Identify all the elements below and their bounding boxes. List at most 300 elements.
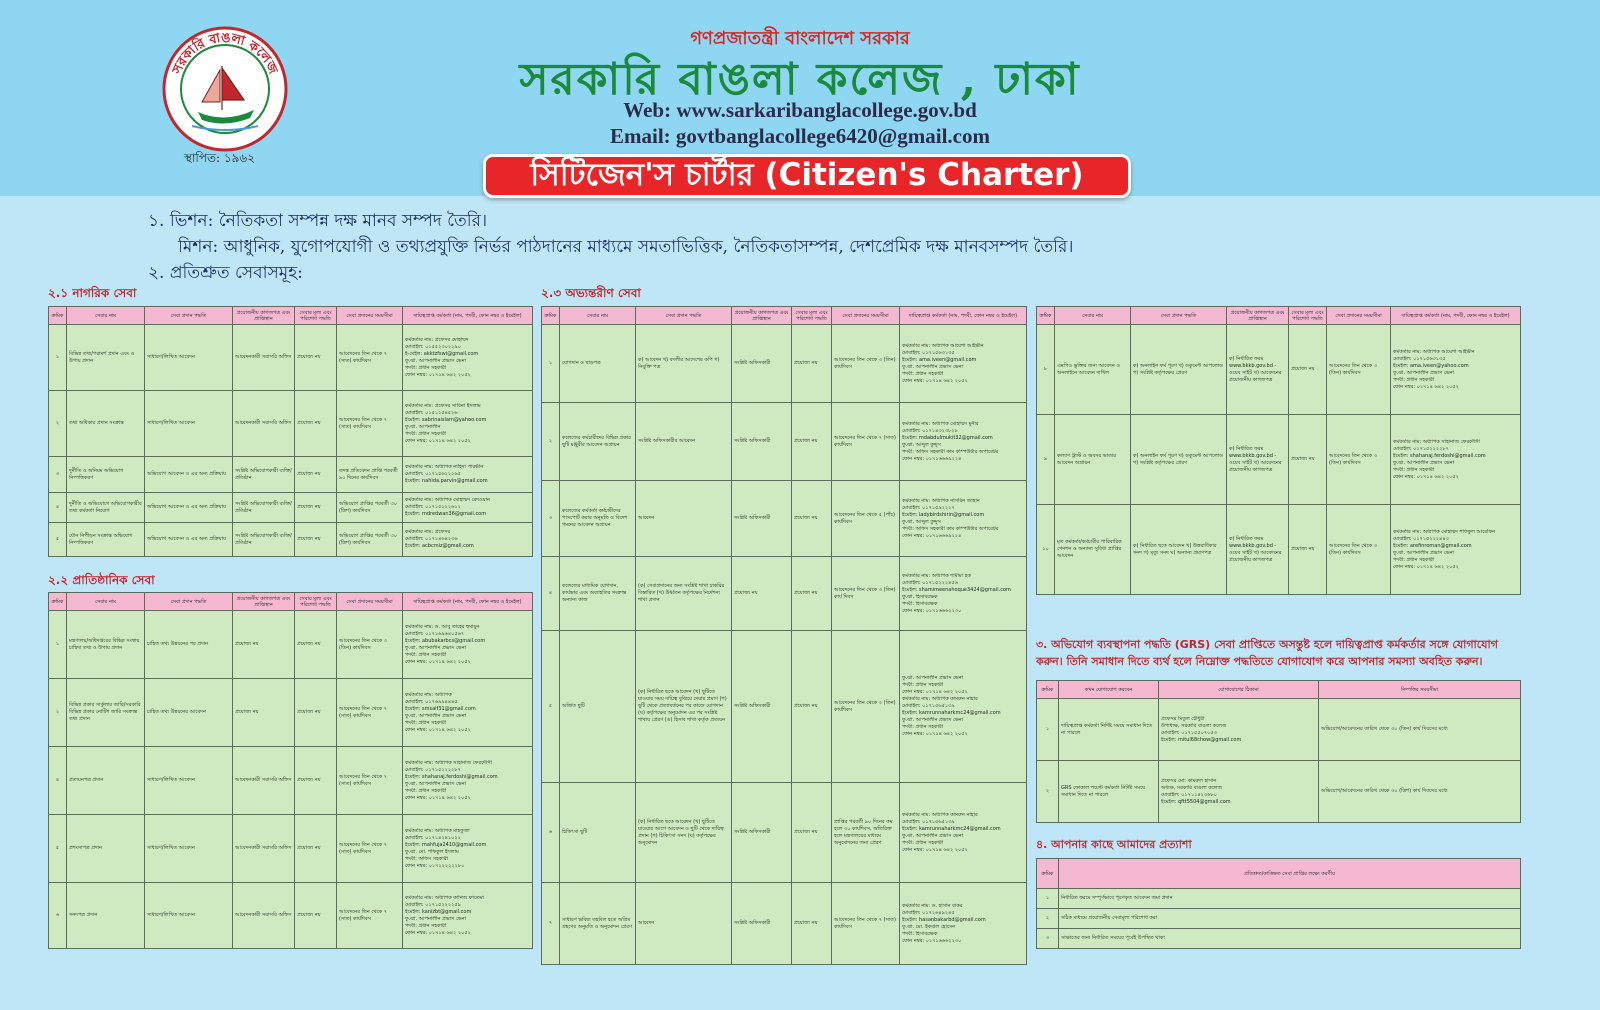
- documents-cell: সংশ্লিষ্ট অভিযোগকারী ব্যক্তি/প্রতিষ্ঠান: [233, 457, 295, 493]
- officer-contact-line: ফোন নম্বর: ০১৭১৪ ৬৪২ ২০৫২: [405, 929, 471, 936]
- officer-contact-line: ফোন নম্বর: ০১৭১৪ ৬৪২ ২০৫২: [902, 377, 968, 384]
- officer-contact-line: কর্মকর্তার নাম: অধ্যাপক মোহাম্মদ শফিকুল আরেফিন: [1393, 528, 1496, 535]
- officer-cell: [403, 325, 533, 391]
- officer-contact-line: ফু.ঝা. মো. ইকবাল হোসেন: [902, 923, 956, 930]
- column-header: সেবা প্রদান পদ্ধতি: [636, 307, 732, 325]
- officer-contact-line: কর্মকর্তার নাম: প্রফেসর: [405, 529, 451, 535]
- officer-contact-line: কর্মকর্তার নাম: ড. আবু তাহের হুমায়ুন: [405, 623, 480, 630]
- grs-row: [1037, 699, 1521, 761]
- internal-services-table-continued: [1036, 306, 1521, 595]
- internal-services-title: ২.৩ অভ্যন্তরীণ সেবা: [541, 286, 641, 300]
- officer-contact-line: ই-মেইল: akktzfswi@gmail.com: [405, 350, 479, 357]
- officer-contact-line: ইমেইল: hasanbakarbd@gmail.com: [902, 916, 986, 923]
- officer-contact-line: ফোন নম্বর: ০১৭১৪ ৬৪২ ২০৫২: [1393, 383, 1459, 390]
- officer-contact-line: পদবী: প্রধান সহকারী: [405, 787, 447, 794]
- officer-contact-line: ইমেইল: ama.iveen@gmail.com: [902, 356, 977, 363]
- officer-contact-line: ফু.ঝা. আপনালীন প্রভাস ভেনা: [902, 363, 964, 370]
- documents-cell: আবেদনকারী সরাসরি অফিস: [233, 391, 295, 457]
- service-name-cell: মন্ত্রণালয়/অধিদপ্তরের বিভিন্ন সংস্থায় চাহিদা তথ্য ও উপায় প্রদান: [67, 611, 145, 679]
- officer-contact-line: কর্মকর্তার নাম: অধ্যাপক কামরুন নাহার: [902, 811, 978, 818]
- mission-text: মিশন: আধুনিক, যুগোপযোগী ও তথ্যপ্রযুক্তি নির্ভর পাঠদানের মাধ্যমে সমতাভিত্তিক, নৈতিকতাসম্পন্ন, দেশপ্রেমিক দক্ষ মানবসম্পদ তৈরি।: [178, 237, 1074, 257]
- serial-cell: ৭: [542, 883, 560, 965]
- table-header-row: [49, 593, 533, 611]
- officer-contact-line: পদবী: প্রধান সহকারী: [1393, 556, 1435, 563]
- grs-address-line: মোবাইল: ০১৭১৫৫০৭০৫৩: [1161, 729, 1217, 736]
- grs-time-cell: অভিযোগ/আবেদনের তারিখ থেকে ৩০ (ত্রিশ) কার্য দিবসের মধ্যে: [1319, 761, 1521, 823]
- service-name-cell: যৌন নিপীড়ন সংক্রান্ত অভিযোগ নিষ্পত্তিকরণ: [67, 523, 145, 557]
- officer-contact-line: ফোন নম্বর: ০১৭১৪ ৬৪২ ২০৫২: [405, 658, 471, 665]
- service-name-cell: সনদপত্র প্রদান: [67, 883, 145, 949]
- officer-contact-line: ফু.ঝা. আপনালীন প্রভাস ভেনা: [405, 780, 467, 787]
- officer-contact-line: পদবী: হিসাবরক্ষক: [902, 600, 938, 607]
- grs-when-cell: GRS ফোকাল পয়েন্ট কর্মকর্তা নির্দিষ্ট সময়ে সমাধান দিতে না পারলে: [1059, 761, 1159, 823]
- officer-contact-line: মোবাইল: ০১৭১৪৬৪২৩৬: [405, 536, 458, 542]
- officer-cell: [900, 631, 1027, 783]
- officer-contact-line: ফু.ঝা. আপনালীন প্রভাস ভেনা: [902, 832, 964, 839]
- column-header: ক্রমিক: [542, 307, 560, 325]
- service-name-cell: বিভিন্ন তথ্য/পরামর্শ প্রদান এবং ও উপায় প্রদান: [67, 325, 145, 391]
- table-row: [49, 325, 533, 391]
- time-limit-cell: আবেদনের তিন থেকে ৭ (সাত) কার্যদিবস: [832, 883, 900, 965]
- time-limit-cell: আবেদনের তিন থেকে ৭ (সাত) কার্যদিবস: [337, 325, 403, 391]
- table-row: [49, 611, 533, 679]
- citizen-services-table: [48, 306, 533, 557]
- documents-cell: প্রযোজ্য নয়: [732, 557, 792, 631]
- column-header: দায়িত্বপ্রাপ্ত কর্মকর্তা (নাম, পদবী, ফোন নম্বর ও ইমেইল): [900, 307, 1027, 325]
- officer-contact-line: ফু.ঝা. আপনালীন প্রভাস ভেনা: [405, 644, 467, 651]
- documents-cell: সংশ্লিষ্ট অফিসকারী: [732, 403, 792, 481]
- officer-contact-line: ইমেইল: kamrunnaharkmc24@gmail.com: [902, 710, 1001, 716]
- officer-contact-line: পদবী: প্রধান সহকারী: [405, 651, 447, 658]
- column-header: সেবার মূল্য এবং পরিশোধ পদ্ধতি: [295, 593, 337, 611]
- column-header: সেবার নাম: [560, 307, 636, 325]
- officer-cell: [403, 493, 533, 523]
- grs-address-line: ইমেইল: qftt5504@gmail.com: [1161, 798, 1231, 805]
- officer-contact-line: ফোন নম্বর: ০১৭১৪ ৬৪২ ২০৫২: [902, 689, 968, 695]
- expectations-heading: ৪. আপনার কাছে আমাদের প্রত্যাশা: [1036, 838, 1192, 851]
- officer-contact-line: মোবাইল: ০১৭১৫২২২৬১২: [405, 504, 461, 510]
- expectations-serial-cell: ৩: [1037, 929, 1059, 949]
- officer-contact-line: মোবাইল: ০১৭১৫২২২৪৪৩: [1393, 535, 1449, 542]
- time-limit-cell: আবেদনের তিন থেকে ৭ (সাত) কার্যদিবস: [337, 391, 403, 457]
- officer-contact-line: মোবাইল: ০১৭১৫২২২২৫৯: [405, 901, 461, 908]
- table-row: [1037, 325, 1521, 415]
- officer-contact-line: ফু.ঝা. হিসাবরক্ষক: [902, 593, 938, 600]
- officer-contact-line: ফোন নম্বর: ০১৭১৬৬৬৯২২৪: [902, 455, 962, 462]
- officer-contact-line: পদবী: প্রধান সহকারী: [405, 922, 447, 929]
- fee-cell: প্রযোজ্য নয়: [295, 325, 337, 391]
- fee-cell: প্রযোজ্য নয়: [792, 883, 832, 965]
- table-row: [49, 747, 533, 815]
- service-name-cell: দুর্নীতি ও অভিযোগে অভিযোগকারীর তথ্য কর্মকর্তা নিয়োগ: [67, 493, 145, 523]
- officer-contact-line: কর্মকর্তার নাম: অধ্যাপক শামীমা হক: [902, 572, 971, 579]
- serial-cell: ৪: [49, 747, 67, 815]
- table-row: [542, 557, 1027, 631]
- officer-cell: [403, 679, 533, 747]
- officer-contact-line: মোবাইল: ০১৭১৫৬৫১৩৯: [902, 703, 955, 709]
- service-method-cell: অভিযোগ আবেদন ও এর অন্য প্রক্রিয়ায়: [145, 457, 233, 493]
- officer-cell: [1391, 325, 1521, 415]
- time-limit-cell: আবেদনের তিন থেকে ৩ (তিন) কার্যদিবস: [1327, 505, 1391, 595]
- grs-heading: ৩. অভিযোগ ব্যবস্থাপনা পদ্ধতি (GRS) সেবা প্রাপ্তিতে অসন্তুষ্ট হলে দায়িত্বপ্রাপ্ত কর্মকর্তার সঙ্গে যোগাযোগ করুন। তিনি সমাধান দিতে ব্যর্থ হলে নিম্নোক্ত পদ্ধতিতে যোগাযোগ করে আপনার সমস্যা অবহিত করুন।: [1036, 638, 1498, 668]
- vision-text: ১. ভিশন: নৈতিকতা সম্পন্ন দক্ষ মানব সম্পদ তৈরি।: [148, 211, 488, 231]
- officer-contact-line: মোবাইল: ০১৭১৫২২২২৮৭: [405, 766, 461, 773]
- officer-contact-line: মোবাইল: ০১৭১৫২২২৪৫৬: [902, 579, 958, 586]
- grs-serial-cell: ২: [1037, 761, 1059, 823]
- officer-contact-line: কর্মকর্তার নাম: ড. হাসান বাকর: [902, 902, 963, 909]
- fee-cell: প্রযোজ্য নয়: [1289, 415, 1327, 505]
- officer-contact-line: ইমেইল: mdredwan36@gmail.com: [405, 511, 487, 517]
- officer-contact-line: ফোন নম্বর: ০১৭১৪ ৬৪২ ২০৫২: [902, 731, 968, 737]
- service-name-cell: তথ্য অধিকার প্রদান সংক্রান্ত: [67, 391, 145, 457]
- officer-cell: [403, 611, 533, 679]
- officer-contact-line: মোবাইল: ০১৭১৫৬৫১৩৯: [902, 818, 955, 825]
- documents-cell: আবেদনকারী সরাসরি অফিস: [233, 325, 295, 391]
- officer-contact-line: ফু.ঝা. আপনালীন: [405, 423, 441, 430]
- expectations-table: [1036, 858, 1521, 949]
- officer-contact-line: ইমেইল: acbcmiz@gmail.com: [405, 543, 474, 549]
- email-link[interactable]: Email: govtbanglacollege6420@gmail.com: [610, 124, 990, 148]
- documents-cell: সংশ্লিষ্ট অফিসকারী: [732, 481, 792, 557]
- service-method-cell: চাহিত তথ্য উন্নয়নের পর প্রদান: [145, 611, 233, 679]
- officer-cell: [1391, 415, 1521, 505]
- officer-contact-line: ইমেইল: ama.iveen@yahoo.com: [1393, 362, 1469, 369]
- documents-cell: সংশ্লিষ্ট অভিযোগকারী ব্যক্তি/প্রতিষ্ঠান: [233, 523, 295, 557]
- time-limit-cell: আবেদনের তিন থেকে ৩ (তিন) কার্যদিবস: [832, 631, 900, 783]
- officer-contact-line: পদবী: হিসাবরক্ষক: [902, 930, 938, 937]
- fee-cell: প্রযোজ্য নয়: [792, 631, 832, 783]
- fee-cell: প্রযোজ্য নয়: [295, 883, 337, 949]
- service-name-cell: কলেজের কর্মকর্তা কর্মচারীদের পাসপোর্ট করার অনুমতি ও বিদেশ গমনের আবেদন অগ্রায়ন: [560, 481, 636, 557]
- officer-contact-line: পদবী: প্রধান সহকারী: [405, 719, 447, 726]
- table-header-row: [542, 307, 1027, 325]
- service-method-cell: (ক) সেবাপ্রদানের জন্য সংশ্লিষ্ট শাখা চাকরির বিস্তারিত (খ) উর্ধ্বতন কর্তৃপক্ষের নির্দেশনা শাখা প্রদান: [636, 557, 732, 631]
- officer-contact-line: ইমেইল: nahida.parvin@gmail.com: [405, 478, 488, 484]
- officer-contact-line: ফু.ঝা. আপনালীন প্রভাস ভেনা: [405, 357, 467, 364]
- service-method-cell: ক) অনলাইন ফর্ম পূরণ খ) ডকুমেন্ট আপলোড গ) সংশ্লিষ্ট কর্তৃপক্ষের প্রেরণ: [1131, 415, 1227, 505]
- officer-contact-line: ইমেইল: shamimeenahoque3424@gmail.com: [902, 586, 1011, 593]
- column-header: প্রয়োজনীয় কাগজপত্র এবং প্রাপ্তিস্থান: [233, 307, 295, 325]
- fee-cell: প্রযোজ্য নয়: [295, 493, 337, 523]
- grs-column-header: কখন যোগাযোগ করবেন: [1059, 681, 1159, 699]
- officer-contact-line: কর্মকর্তার নাম: অধ্যাপক নাহিদা পারভীন: [405, 464, 484, 470]
- documents-cell: ক) নির্ধারিত ফরম www.bkkb.gov.bd - ওয়েব সাইট খ) আবেদনের প্রয়োজনীয় কাগজপত্র: [1227, 505, 1289, 595]
- government-title: গণপ্রজাতন্ত্রী বাংলাদেশ সরকার: [690, 28, 910, 49]
- time-limit-cell: আবেদনের তিন থেকে ৭ (সাত) কার্যদিবস: [337, 679, 403, 747]
- time-limit-cell: আবেদনের তিন থেকে ৩ (তিন) কার্যদিবস: [832, 325, 900, 403]
- grs-header-row: [1037, 681, 1521, 699]
- officer-contact-line: ইমেইল: mdabdulmukit32@gmail.com: [902, 434, 993, 441]
- time-limit-cell: আবেদনের তিন থেকে ৩ (তিন) কার্যদিবস: [337, 611, 403, 679]
- officer-contact-line: ফোন নম্বর: ০১৭১৪ ৬৪২ ২০৫২: [405, 794, 471, 801]
- services-heading: ২. প্রতিশ্রুত সেবাসমূহ:: [148, 263, 303, 283]
- expectations-header-row: [1037, 859, 1521, 889]
- officer-contact-line: ফোন নম্বর: ০১৭১৪ ৬৪২ ২০৫২: [1393, 563, 1459, 570]
- fee-cell: প্রযোজ্য নয়: [792, 325, 832, 403]
- serial-cell: ১: [542, 325, 560, 403]
- officer-contact-line: মোবাইল: ০১৭৬৯৯৪৪৪৫: [405, 698, 458, 705]
- officer-contact-line: পদবী: অফিস সহকারী কাম কম্পিউটার অপারেটর: [902, 525, 999, 532]
- column-header: ক্রমিক: [49, 593, 67, 611]
- column-header: সেবার মূল্য এবং পরিশোধ পদ্ধতি: [1289, 307, 1327, 325]
- officer-contact-line: ফু.ঝা. মো. শফিকুল ইসলাম: [405, 848, 459, 855]
- officer-contact-line: ফু.ঝা. আব্দুল কুদ্দুস: [902, 441, 941, 448]
- grs-address-line: মোবাইল: ০১৭১১৪২৩৬৮০: [1161, 791, 1217, 798]
- service-name-cell: এমপিও ভুক্তির জন্য আবেদন ও অনলাইনে আবেদন দাখিল: [1055, 325, 1131, 415]
- documents-cell: আবেদনকারী সরাসরি অফিস: [233, 747, 295, 815]
- officer-cell: [403, 815, 533, 883]
- serial-cell: ২: [49, 679, 67, 747]
- table-row: [49, 523, 533, 557]
- grs-column-header: যোগাযোগের ঠিকানা: [1159, 681, 1319, 699]
- service-method-cell: সাধারণ/লিখিত আবেদন: [145, 325, 233, 391]
- officer-contact-line: ইমেইল: arefinroman@gmail.com: [1393, 542, 1472, 549]
- table-row: [542, 631, 1027, 783]
- documents-cell: ক) নির্ধারিত ফরম www.bkkb.gov.bd - ওয়েব সাইট খ) আবেদনের প্রয়োজনীয় কাগজপত্র: [1227, 325, 1289, 415]
- officer-contact-line: কর্মকর্তার নাম: অধ্যাপক মোহাম্মদ রেদওয়ান: [405, 497, 491, 503]
- service-name-cell: বিভিন্ন প্রকার সার্কুলার জারি/সরকারি বিভিন্ন প্রকার নোটিশ জারি সংক্রান্ত তথ্য প্রদান: [67, 679, 145, 747]
- website-link[interactable]: Web: www.sarkaribanglacollege.gov.bd: [623, 98, 977, 122]
- officer-cell: [1391, 505, 1521, 595]
- serial-cell: ৫: [542, 631, 560, 783]
- officer-contact-line: ফোন নম্বর: ০১৭১৪ ৬৪২ ২০৫২: [405, 726, 471, 733]
- serial-cell: ৩: [542, 481, 560, 557]
- expectations-column-header: ক্রমিক: [1037, 859, 1059, 889]
- officer-cell: [900, 883, 1027, 965]
- expectations-text-cell: নির্ধারিত ফরমে সম্পূর্ণভাবে পূরণকৃত আবেদন জমা প্রদান: [1059, 889, 1521, 909]
- officer-contact-line: ইমেইল: shahanaj.ferdoshi@gmail.com: [405, 773, 498, 780]
- fee-cell: প্রযোজ্য নয়: [792, 783, 832, 883]
- time-limit-cell: আবেদনের তিন থেকে ৩ (তিন) কার্য দিবস: [832, 557, 900, 631]
- officer-contact-line: ফোন নম্বর: ০১৭১৪ ৬৪২ ২০৫২: [1393, 473, 1459, 480]
- college-name: সরকারি বাঙলা কলেজ , ঢাকা: [519, 54, 1081, 105]
- serial-cell: ১: [49, 325, 67, 391]
- officer-contact-line: পদবী: প্রধান সহকারী: [902, 724, 944, 730]
- fee-cell: প্রযোজ্য নয়: [295, 523, 337, 557]
- fee-cell: প্রযোজ্য নয়: [1289, 325, 1327, 415]
- officer-contact-line: পদবী: অফিস সহকারী: [405, 855, 448, 862]
- column-header: ক্রমিক: [1037, 307, 1055, 325]
- expectations-serial-cell: ২: [1037, 909, 1059, 929]
- grs-address-line: প্রফেসর মো: কামরুল হাসান: [1161, 777, 1217, 784]
- officer-contact-line: ফোন নম্বর: ০১৭১৬৬৬২২৩০: [902, 607, 962, 614]
- officer-contact-line: মোবাইল: ০১৫৫২৩০২২৯০: [405, 343, 461, 350]
- column-header: সেবা প্রদানের সময়সীমা: [337, 307, 403, 325]
- expectations-row: [1037, 889, 1521, 909]
- serial-cell: ৮: [1037, 325, 1055, 415]
- service-method-cell: চাহিত তথ্য উন্নয়নের আবেদন: [145, 679, 233, 747]
- officer-contact-line: মোবাইল: ০১৭১৪২৪১০২২: [405, 834, 461, 841]
- serial-cell: ৬: [49, 883, 67, 949]
- expectations-text-cell: সাক্ষাতের জন্য নির্ধারিত সময়ের পূর্বেই উপস্থিত থাকা: [1059, 929, 1521, 949]
- officer-contact-line: ফু.ঝা. আপনালীন প্রভাস ভেনা: [405, 915, 467, 922]
- column-header: দায়িত্বপ্রাপ্ত কর্মকর্তা (নাম, পদবী, ফোন নম্বর ও ইমেইল): [403, 307, 533, 325]
- service-method-cell: অভিযোগ আবেদন ও এর অন্য প্রক্রিয়ায়: [145, 523, 233, 557]
- officer-contact-line: ইমেইল: shahanaj.ferdoshi@gmail.com: [1393, 452, 1486, 459]
- documents-cell: প্রযোজ্য নয়: [233, 611, 295, 679]
- officer-contact-line: ফোন নম্বর: ০১৭১৪ ৬৪২ ২০৫২: [405, 371, 471, 378]
- expectations-column-header: প্রতিশ্রুত/কাঙ্ক্ষিত সেবা প্রাপ্তির লক্ষ্যে করণীয়: [1059, 859, 1521, 889]
- service-method-cell: সাধারণ/লিখিত আবেদন: [145, 883, 233, 949]
- service-method-cell: সংশ্লিষ্ট অফিসকারীর আবেদন: [636, 403, 732, 481]
- serial-cell: ৪: [49, 493, 67, 523]
- officer-contact-line: ইমেইল: abubakarbcs@gmail.com: [405, 637, 486, 644]
- service-name-cell: প্রশংসাপত্র প্রদান: [67, 815, 145, 883]
- service-method-cell: ক) নির্ধারিত ছকে আবেদন খ) উত্তরাধিকার সনদ গ) মৃত্যু সনদ ঘ) অন্যান্য প্রমাণপত্র: [1131, 505, 1227, 595]
- service-method-cell: ক) অনলাইন ফর্ম পূরণ খ) ডকুমেন্ট আপলোড গ) সংশ্লিষ্ট কর্তৃপক্ষের প্রেরণ: [1131, 325, 1227, 415]
- documents-cell: সংশ্লিষ্ট অভিযোগকারী ব্যক্তি/প্রতিষ্ঠান: [233, 493, 295, 523]
- grs-row: [1037, 761, 1521, 823]
- expectations-serial-cell: ১: [1037, 889, 1059, 909]
- officer-cell: [403, 391, 533, 457]
- officer-contact-line: মোবাইল: ০১৭১৬৯৬৪০৫৬৭: [405, 630, 465, 637]
- column-header: প্রয়োজনীয় কাগজপত্র এবং প্রাপ্তিস্থান: [1227, 307, 1289, 325]
- officer-contact-line: কর্মকর্তার নাম: অধ্যাপক নাসরিন জাহান: [902, 497, 980, 504]
- officer-contact-line: ইমেইল: sabrinaislam@yahoo.com: [405, 416, 487, 423]
- fee-cell: প্রযোজ্য নয়: [295, 747, 337, 815]
- table-row: [1037, 505, 1521, 595]
- serial-cell: ১: [49, 611, 67, 679]
- time-limit-cell: তদন্ত প্রতিবেদন প্রাপ্তি পরবর্তী ৯০ দিনের কার্যদিবস: [337, 457, 403, 493]
- column-header: সেবার নাম: [1055, 307, 1131, 325]
- grs-address-line: অধ্যক্ষ, সরকারি বাঙলা কলেজ: [1161, 784, 1222, 791]
- table-row: [542, 783, 1027, 883]
- service-method-cell: (ক) নির্ধারিত ছকে আবেদন (খ) ছুটিতে যাওয়ার সময় দায়িত্ব বুঝিয়ে দেয়ার প্রমাণ (গ) ছুটি থেকে প্রত্যাবর্তনের পর কাজে যোগদান (ঘ) কর্তৃপক্ষের অনুমোদন এর পর সংশ্লিষ্ট শাখায় প্রেরণ (ঙ) হিসাব শাখা কর্তৃক প্রত্যয়ন: [636, 631, 732, 783]
- time-limit-cell: আবেদনের তিন থেকে ৭ (সাত) কার্যদিবস: [337, 815, 403, 883]
- time-limit-cell: আবেদনের তিন থেকে ৭ (সাত) কার্যদিবস: [337, 883, 403, 949]
- column-header: প্রয়োজনীয় কাগজপত্র এবং প্রাপ্তিস্থান: [732, 307, 792, 325]
- officer-contact-line: মোবাইল: ০১৫১২৫৪৫২৬: [405, 409, 458, 416]
- grs-table: [1036, 680, 1521, 823]
- table-row: [542, 325, 1027, 403]
- internal-services-table: [541, 306, 1027, 965]
- column-header: সেবার মূল্য এবং পরিশোধ পদ্ধতি: [295, 307, 337, 325]
- officer-cell: [403, 457, 533, 493]
- column-header: সেবার নাম: [67, 307, 145, 325]
- documents-cell: প্রযোজ্য নয়: [233, 679, 295, 747]
- column-header: সেবা প্রদান পদ্ধতি: [1131, 307, 1227, 325]
- officer-cell: [403, 523, 533, 557]
- documents-cell: আবেদনকারী সরাসরি অফিস: [233, 883, 295, 949]
- documents-cell: সংশ্লিষ্ট অফিসকারী: [732, 325, 792, 403]
- column-header: প্রয়োজনীয় কাগজপত্র এবং প্রাপ্তিস্থান: [233, 593, 295, 611]
- documents-cell: আবেদনকারী সরাসরি অফিস: [233, 815, 295, 883]
- officer-cell: [900, 403, 1027, 481]
- expectations-row: [1037, 929, 1521, 949]
- column-header: সেবা প্রদানের সময়সীমা: [337, 593, 403, 611]
- table-row: [49, 457, 533, 493]
- service-name-cell: যোগদান ও ছাড়পত্র: [560, 325, 636, 403]
- fee-cell: প্রযোজ্য নয়: [295, 679, 337, 747]
- grs-when-cell: দায়িত্বপ্রাপ্ত কর্মকর্তা নির্দিষ্ট সময়ে সমাধান দিতে না পারলে: [1059, 699, 1159, 761]
- service-name-cell: প্রত্যয়নপত্র প্রদান: [67, 747, 145, 815]
- fee-cell: প্রযোজ্য নয়: [295, 815, 337, 883]
- officer-contact-line: ফু.ঝা. আপনালীন প্রভাস ভেনা: [1393, 549, 1455, 556]
- institutional-services-table: [48, 592, 533, 949]
- fee-cell: প্রযোজ্য নয়: [792, 481, 832, 557]
- officer-contact-line: কর্মকর্তার নাম: প্রফেসর মোহাম্মদ: [405, 336, 469, 343]
- column-header: দায়িত্বপ্রাপ্ত কর্মকর্তা (নাম, পদবী, ফোন নম্বর ও ইমেইল): [403, 593, 533, 611]
- service-name-cell: অর্জিত ছুটি: [560, 631, 636, 783]
- officer-contact-line: মোবাইল: ০১৭১৫৯২২২৭: [902, 504, 955, 511]
- documents-cell: সংশ্লিষ্ট অফিসকারী: [732, 883, 792, 965]
- officer-contact-line: মোবাইল: ০১৭১৫৬২২২৬৫: [405, 471, 461, 477]
- table-row: [1037, 415, 1521, 505]
- time-limit-cell: অভিযোগ প্রাপ্তির পরবর্তী ৩০ (ত্রিশ) কার্যদিবস: [337, 493, 403, 523]
- officer-contact-line: ইমেইল: ladybirdshirin@gmail.com: [902, 511, 985, 518]
- service-method-cell: সাধারণ/লিখিত আবেদন: [145, 391, 233, 457]
- time-limit-cell: আবেদনের তিন থেকে ৭ (সাত) কার্যদিবস: [337, 747, 403, 815]
- column-header: সেবার মূল্য এবং পরিশোধ পদ্ধতি: [792, 307, 832, 325]
- officer-contact-line: মোবাইল: ০১৭২৬৪৯২৪৫: [902, 909, 955, 916]
- officer-contact-line: ফু.ঝা. আপনালীন প্রভাস ভেনা: [902, 717, 964, 723]
- fee-cell: প্রযোজ্য নয়: [1289, 505, 1327, 595]
- officer-contact-line: ফু.ঝা. আপনালীন প্রভাস ভেনা: [1393, 459, 1455, 466]
- service-method-cell: আবেদন: [636, 481, 732, 557]
- grs-serial-cell: ১: [1037, 699, 1059, 761]
- documents-cell: সংশ্লিষ্ট অফিসকারী: [732, 783, 792, 883]
- column-header: সেবা প্রদান পদ্ধতি: [145, 307, 233, 325]
- officer-cell: [900, 481, 1027, 557]
- service-name-cell: চিকিৎসা ছুটি: [560, 783, 636, 883]
- officer-contact-line: মোবাইল: ০১৭১৫৬৩১৩৫: [1393, 355, 1446, 362]
- service-method-cell: (ক) নির্ধারিত ছকে আবেদন (খ) ছুটিতে যাওয়ার আগে আবেদন ও ছুটি থেকে দায়িত্ব প্রদান (গ) চিকিৎসা সনদ (ঘ) কর্তৃপক্ষের অনুমোদন: [636, 783, 732, 883]
- officer-contact-line: কর্মকর্তার নাম: অধ্যাপক সাহানাজ ফেরদৌসী: [1393, 438, 1480, 445]
- grs-time-cell: অভিযোগ/আবেদনের তারিখ থেকে ৩০ (তিন) কার্য দিবসের মধ্যে: [1319, 699, 1521, 761]
- service-method-cell: আবেদন: [636, 883, 732, 965]
- documents-cell: সংশ্লিষ্ট অফিসকারী: [732, 631, 792, 783]
- fee-cell: প্রযোজ্য নয়: [792, 403, 832, 481]
- officer-contact-line: ইমেইল: mahfuja2410@gmail.com: [405, 841, 487, 848]
- fee-cell: প্রযোজ্য নয়: [792, 557, 832, 631]
- table-header-row: [49, 307, 533, 325]
- serial-cell: ৬: [542, 783, 560, 883]
- officer-contact-line: কর্মকর্তার নাম: অধ্যাপক কানিজ ফাতেমা: [405, 894, 484, 901]
- officer-contact-line: পদবী: প্রধান সহকারী: [1393, 376, 1435, 383]
- column-header: সেবার নাম: [67, 593, 145, 611]
- officer-contact-line: পদবী: প্রধান সহকারী: [902, 682, 944, 688]
- time-limit-cell: অভিযোগ প্রাপ্তির পরবর্তী ৩০ (ত্রিশ) কার্যদিবস: [337, 523, 403, 557]
- grs-address-line: ইমেইল: mitul68chow@gmail.com: [1161, 736, 1242, 743]
- serial-cell: ২: [542, 403, 560, 481]
- officer-contact-line: পদবী: অফিস সহকারী কাম কম্পিউটার অপারেটর: [902, 448, 999, 455]
- grs-address-cell: [1159, 699, 1319, 761]
- serial-cell: ৩: [49, 457, 67, 493]
- time-limit-cell: প্রাপ্তির পরবর্তী ৯০ দিনের কম হলে ৩০ কার্যদিবস, অতিরিক্ত হলে মন্ত্রণালয়ের মাধ্যমে অনুমোদনের জন্য প্রেরণ: [832, 783, 900, 883]
- officer-contact-line: মোবাইল: ০১৭১৪৩২৩৮২৮: [902, 427, 958, 434]
- grs-address-cell: [1159, 761, 1319, 823]
- officer-contact-line: মোবাইল: ০১৭১৫৬৩১৩৫: [902, 349, 955, 356]
- officer-contact-line: ইমেইল: smsaif31@gmail.com: [405, 705, 476, 712]
- fee-cell: প্রযোজ্য নয়: [295, 457, 337, 493]
- fee-cell: প্রযোজ্য নয়: [295, 611, 337, 679]
- officer-contact-line: ফু.ঝা. আব্দুল কুদ্দুস: [902, 518, 941, 525]
- serial-cell: ২: [49, 391, 67, 457]
- officer-cell: [900, 557, 1027, 631]
- service-method-cell: অভিযোগ আবেদন ও এর অন্য প্রক্রিয়ায়: [145, 493, 233, 523]
- grs-column-header: ক্রমিক: [1037, 681, 1059, 699]
- fee-cell: প্রযোজ্য নয়: [295, 391, 337, 457]
- column-header: সেবা প্রদানের সময়সীমা: [1327, 307, 1391, 325]
- service-name-cell: দুর্নীতি ও অনিয়ম অভিযোগ নিষ্পত্তিকরণ: [67, 457, 145, 493]
- serial-cell: ৯: [1037, 415, 1055, 505]
- officer-contact-line: কর্মকর্তার নাম: অধ্যাপক সাহানাজ ফেরদৌসী: [405, 759, 492, 766]
- service-method-cell: ক) আবেদন খ) বদলীর আদেশের কপি গ) নিযুক্তি পত্র: [636, 325, 732, 403]
- citizen-charter-banner: সিটিজেন'স চার্টার (Citizen's Charter): [483, 154, 1131, 198]
- officer-contact-line: পদবী: প্রধান সহকারী: [405, 430, 447, 437]
- officer-cell: [403, 883, 533, 949]
- officer-contact-line: ফোন নম্বর: ০১৭১৬৬৬৯২২৪: [902, 532, 962, 539]
